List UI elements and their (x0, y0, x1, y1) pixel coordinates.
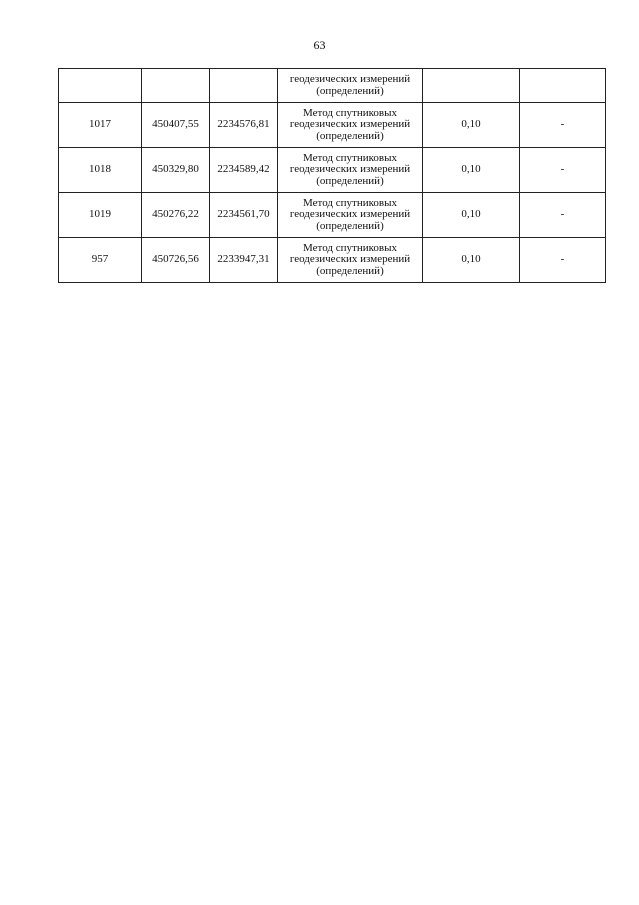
note-cell: - (520, 193, 606, 238)
point-cell: 1019 (59, 193, 142, 238)
y-cell (210, 69, 278, 103)
point-cell: 957 (59, 238, 142, 283)
table-row-continued (59, 69, 606, 103)
method-cell: Метод спутниковых геодезических измерений (определений) (278, 238, 423, 283)
precision-cell: 0,10 (423, 148, 520, 193)
page-number: 63 (313, 38, 326, 52)
x-cell: 450407,55 (142, 103, 210, 148)
method-cell: Метод спутниковых геодезических измерений (определений) (278, 148, 423, 193)
table-row (59, 148, 606, 193)
table-row (59, 193, 606, 238)
precision-cell: 0,10 (423, 193, 520, 238)
x-cell: 450329,80 (142, 148, 210, 193)
note-cell: - (520, 103, 606, 148)
x-cell: 450726,56 (142, 238, 210, 283)
point-cell (59, 69, 142, 103)
x-cell (142, 69, 210, 103)
coordinates-table (58, 68, 606, 283)
note-cell (520, 69, 606, 103)
note-cell: - (520, 238, 606, 283)
note-cell: - (520, 148, 606, 193)
table-row (59, 238, 606, 283)
x-cell: 450276,22 (142, 193, 210, 238)
method-cell: Метод спутниковых геодезических измерений (определений) (278, 193, 423, 238)
y-cell: 2234576,81 (210, 103, 278, 148)
method-cell: Метод спутниковых геодезических измерений (определений) (278, 103, 423, 148)
method-cell: геодезических измерений (определений) (278, 69, 423, 103)
precision-cell: 0,10 (423, 238, 520, 283)
precision-cell (423, 69, 520, 103)
table-row (59, 103, 606, 148)
precision-cell: 0,10 (423, 103, 520, 148)
y-cell: 2234589,42 (210, 148, 278, 193)
y-cell: 2233947,31 (210, 238, 278, 283)
point-cell: 1018 (59, 148, 142, 193)
y-cell: 2234561,70 (210, 193, 278, 238)
point-cell: 1017 (59, 103, 142, 148)
